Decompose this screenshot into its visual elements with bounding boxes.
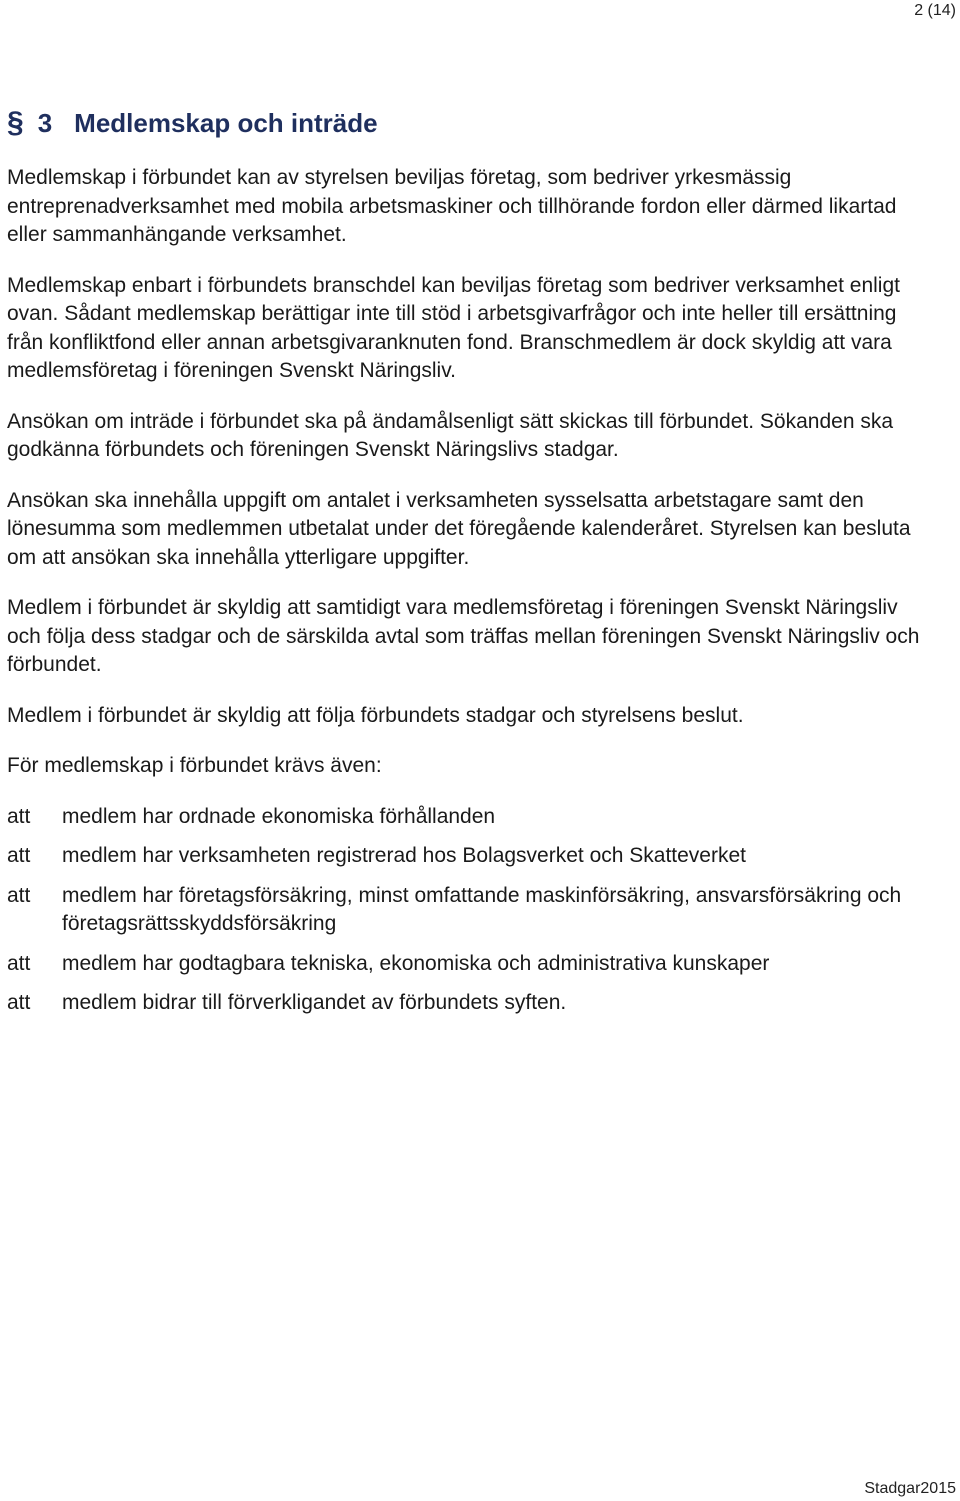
list-item-lead: att [7,883,31,907]
list-item-text: medlem har ordnade ekonomiska förhållanden [62,804,496,828]
list-item [7,989,937,1018]
paragraph: Ansökan ska innehålla uppgift om antalet i verksamheten sysselsatta arbetstagare samt den lönesumma som medlemmen utbetalat under det föregående kalenderåret. Styrelsen kan besluta om att ansökan ska innehålla ytterligare uppgifter. [7,488,911,569]
list-item [7,950,937,979]
footer-label: Stadgar2015 [864,1480,956,1497]
list-item-lead: att [7,991,31,1014]
section-number: 3 [37,108,53,138]
requirements-list [7,803,937,1018]
list-item [7,803,937,832]
paragraph: Medlemskap i förbundet kan av styrelsen beviljas företag, som bedriver yrkesmässig entreprenadverksamhet med mobila arbetsmaskiner och tillhörande fordon eller därmed likartad eller sammanhängande verksamhet. [7,166,897,246]
list-item-lead: att [7,804,31,828]
list-item-text: medlem har företagsförsäkring, minst omfattande maskinförsäkring, ansvarsförsäkring och företagsrättsskyddsförsäkring [62,883,902,935]
section-title: Medlemskap och inträde [74,108,378,138]
section-symbol: § [7,106,24,139]
list-item-lead: att [7,951,31,975]
paragraph: Medlem i förbundet är skyldig att följa förbundets stadgar och styrelsens beslut. [7,703,744,727]
list-intro: För medlemskap i förbundet krävs även: [7,754,382,777]
page-number: 2 (14) [914,2,956,19]
paragraph: Medlem i förbundet är skyldig att samtidigt vara medlemsföretag i föreningen Svenskt Näringsliv och följa dess stadgar och de särskilda avtal som träffas mellan föreningen Svenskt Näringsliv och förbundet. [7,596,920,676]
list-item [7,882,937,939]
section-heading [7,104,937,142]
document-body [7,104,937,1029]
list-item [7,842,937,871]
list-item-text: medlem har godtagbara tekniska, ekonomiska och administrativa kunskaper [62,951,770,975]
list-item-text: medlem har verksamheten registrerad hos Bolagsverket och Skatteverket [62,844,746,867]
list-item-lead: att [7,844,31,867]
list-item-text: medlem bidrar till förverkligandet av förbundets syften. [62,991,567,1014]
paragraph: Ansökan om inträde i förbundet ska på ändamålsenligt sätt skickas till förbundet. Sökanden ska godkänna förbundets och föreningen Svenskt Näringslivs stadgar. [7,409,894,461]
paragraph: Medlemskap enbart i förbundets branschdel kan beviljas företag som bedriver verksamhet enligt ovan. Sådant medlemskap berättigar inte till stöd i arbetsgivarfrågor och inte heller till ersättning från konfliktfond eller annan arbetsgivaranknuten fond. Branschmedlem är dock skyldig att vara medlemsföretag i föreningen Svenskt Näringsliv. [7,273,900,382]
